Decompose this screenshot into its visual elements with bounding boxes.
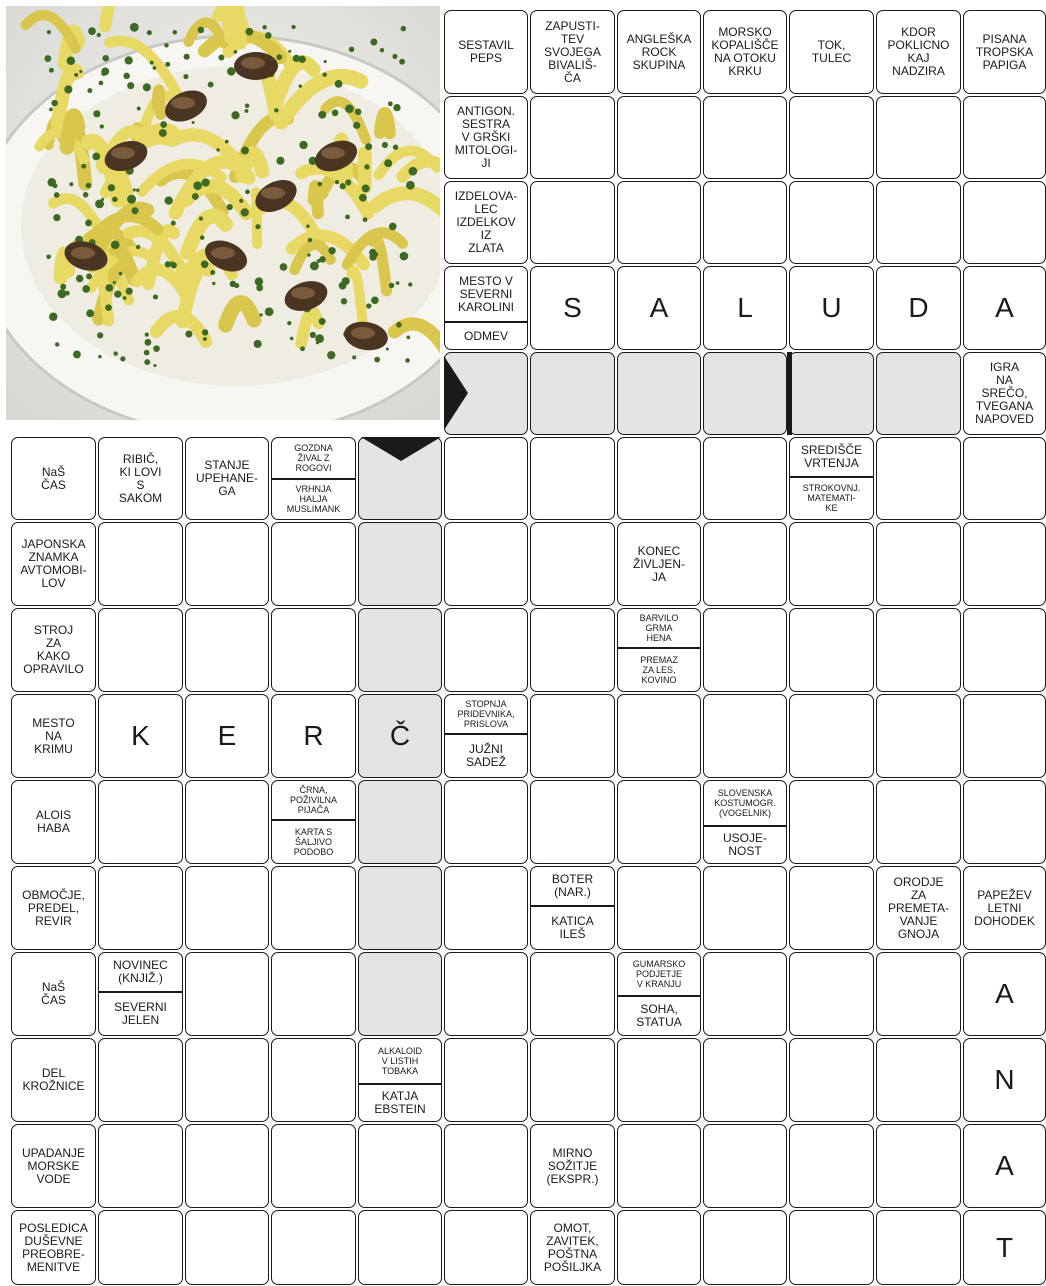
answer-cell[interactable] xyxy=(703,1210,787,1285)
clue-cell xyxy=(530,1210,615,1285)
answer-cell[interactable] xyxy=(617,1210,701,1285)
clue-text: GOZDNA ŽIVAL Z ROGOVI xyxy=(272,438,355,480)
answer-cell[interactable] xyxy=(185,1038,269,1122)
clue-text: ALKALOID V LISTIH TOBAKA xyxy=(359,1039,441,1085)
clue-cell xyxy=(789,437,874,520)
clue-text: BARVILO GRMA HENA xyxy=(618,609,700,649)
clue-cell xyxy=(11,952,96,1036)
clue-text: JAPONSKA ZNAMKA AVTOMOBI- LOV xyxy=(20,537,87,590)
clue-cell xyxy=(530,1124,615,1208)
answer-cell[interactable] xyxy=(876,522,961,606)
clue-text: SESTAVIL PEPS xyxy=(458,38,514,65)
answer-letter-cell[interactable]: R xyxy=(271,694,356,778)
answer-cell[interactable] xyxy=(876,952,961,1036)
answer-cell[interactable] xyxy=(876,1124,961,1208)
clue-cell xyxy=(358,1038,442,1122)
answer-cell[interactable] xyxy=(530,608,615,692)
answer-cell[interactable] xyxy=(703,1038,787,1122)
answer-cell[interactable] xyxy=(271,1124,356,1208)
clue-cell xyxy=(617,522,701,606)
answer-cell[interactable] xyxy=(271,1038,356,1122)
solution-cell[interactable] xyxy=(530,352,615,435)
answer-cell[interactable] xyxy=(789,694,874,778)
answer-cell[interactable] xyxy=(444,608,528,692)
clue-text: ALOIS HABA xyxy=(35,808,72,835)
answer-cell[interactable] xyxy=(876,1210,961,1285)
clue-text: IZDELOVA- LEC IZDELKOV IZ ZLATA xyxy=(454,189,518,255)
clue-cell xyxy=(703,10,787,94)
answer-letter-cell[interactable]: A xyxy=(963,266,1046,350)
answer-letter-cell[interactable]: Č xyxy=(358,694,442,778)
clue-text: KDOR POKLICNO KAJ NADZIRA xyxy=(887,25,950,78)
answer-cell[interactable] xyxy=(530,694,615,778)
answer-cell[interactable] xyxy=(444,780,528,864)
answer-cell[interactable] xyxy=(789,608,874,692)
answer-cell[interactable] xyxy=(876,96,961,179)
clue-text: KONEC ŽIVLJEN- JA xyxy=(632,543,685,584)
thick-divider xyxy=(787,352,792,435)
pasta-photo xyxy=(6,6,440,420)
answer-cell[interactable] xyxy=(271,866,356,950)
answer-cell[interactable] xyxy=(789,952,874,1036)
clue-cell xyxy=(444,10,528,94)
clue-text: OBMOČJE, PREDEL, REVIR xyxy=(22,887,85,928)
clue-cell xyxy=(11,1038,96,1122)
answer-cell[interactable] xyxy=(185,780,269,864)
clue-text: GUMARSKO PODJETJE V KRANJU xyxy=(618,953,700,997)
clue-text: ORODJE ZA PREMETA- VANJE GNOJA xyxy=(887,874,950,941)
answer-cell[interactable] xyxy=(617,437,701,520)
clue-cell xyxy=(617,608,701,692)
clue-text: DEL KROŽNICE xyxy=(22,1066,85,1093)
solution-cell[interactable] xyxy=(358,780,442,864)
clue-cell xyxy=(963,10,1046,94)
answer-cell[interactable] xyxy=(963,522,1046,606)
answer-cell[interactable] xyxy=(703,694,787,778)
clue-text: MIRNO SOŽITJE (EKSPR.) xyxy=(546,1145,599,1186)
clue-text: OMOT, ZAVITEK, POŠTNA POŠILJKA xyxy=(543,1220,602,1274)
answer-cell[interactable] xyxy=(530,780,615,864)
answer-letter-cell[interactable]: U xyxy=(789,266,874,350)
clue-text: TOK, TULEC xyxy=(811,38,852,65)
answer-cell[interactable] xyxy=(963,181,1046,264)
answer-cell[interactable] xyxy=(703,522,787,606)
answer-cell[interactable] xyxy=(617,1124,701,1208)
clue-text: SLOVENSKA KOSTUMOGR. (VOGELNIK) xyxy=(704,781,786,827)
solution-cell[interactable] xyxy=(703,352,787,435)
answer-cell[interactable] xyxy=(530,522,615,606)
answer-cell[interactable] xyxy=(185,522,269,606)
clue-text: ZAPUSTI- TEV SVOJEGA BIVALIŠ- ČA xyxy=(544,18,601,85)
answer-cell[interactable] xyxy=(703,608,787,692)
answer-cell[interactable] xyxy=(98,1124,183,1208)
clue-text: RIBIČ, KI LOVI S SAKOM xyxy=(118,451,163,505)
answer-cell[interactable] xyxy=(98,1210,183,1285)
clue-text: SOHA, STATUA xyxy=(636,1001,682,1029)
solution-cell[interactable] xyxy=(358,608,442,692)
answer-cell[interactable] xyxy=(876,1038,961,1122)
clue-text: BOTER (NAR.) xyxy=(531,867,614,907)
clue-text: MORSKO KOPALIŠČE NA OTOKU KRKU xyxy=(711,25,779,78)
clue-text: KATJA EBSTEIN xyxy=(374,1089,426,1116)
answer-cell[interactable] xyxy=(530,437,615,520)
arrow-down-icon xyxy=(361,437,441,461)
clue-text: ČRNA, POŽIVILNA PIJAČA xyxy=(272,781,355,821)
answer-cell[interactable] xyxy=(444,1038,528,1122)
answer-cell[interactable] xyxy=(271,1210,356,1285)
clue-cell xyxy=(963,866,1046,950)
answer-cell[interactable] xyxy=(963,780,1046,864)
answer-cell[interactable] xyxy=(789,522,874,606)
answer-letter-cell[interactable]: A xyxy=(963,952,1046,1036)
answer-cell[interactable] xyxy=(98,1038,183,1122)
solution-cell[interactable] xyxy=(876,352,961,435)
clue-text: ANTIGON. SESTRA V GRŠKI MITOLOGI- JI xyxy=(454,104,518,170)
clue-cell xyxy=(11,866,96,950)
answer-cell[interactable] xyxy=(789,1210,874,1285)
answer-cell[interactable] xyxy=(789,1038,874,1122)
clue-text: JUŽNI SADEŽ xyxy=(465,742,506,770)
clue-cell xyxy=(876,866,961,950)
answer-letter-cell[interactable]: N xyxy=(963,1038,1046,1122)
clue-cell xyxy=(444,181,528,264)
answer-letter-cell[interactable]: L xyxy=(703,266,787,350)
answer-cell[interactable] xyxy=(703,181,787,264)
answer-cell[interactable] xyxy=(876,437,961,520)
answer-cell[interactable] xyxy=(185,866,269,950)
clue-text: PISANA TROPSKA PAPIGA xyxy=(975,31,1034,72)
answer-cell[interactable] xyxy=(876,694,961,778)
clue-cell xyxy=(444,96,528,179)
answer-cell[interactable] xyxy=(98,866,183,950)
clue-cell xyxy=(11,694,96,778)
clue-text: MESTO NA KRIMU xyxy=(32,715,75,756)
solution-cell[interactable] xyxy=(789,352,874,435)
clue-cell xyxy=(11,1210,96,1285)
answer-cell[interactable] xyxy=(185,608,269,692)
clue-text: PAPEŽEV LETNI DOHODEK xyxy=(974,887,1035,928)
clue-cell xyxy=(444,694,528,778)
answer-letter-cell[interactable]: A xyxy=(963,1124,1046,1208)
answer-cell[interactable] xyxy=(963,694,1046,778)
clue-cell xyxy=(876,10,961,94)
arrow-right-icon xyxy=(444,356,468,430)
answer-cell[interactable] xyxy=(185,952,269,1036)
answer-letter-cell[interactable]: E xyxy=(185,694,269,778)
clue-cell xyxy=(703,780,787,864)
clue-cell xyxy=(98,437,183,520)
solution-cell[interactable] xyxy=(358,522,442,606)
clue-cell xyxy=(444,266,528,350)
clue-cell xyxy=(11,437,96,520)
clue-text: IGRA NA SREČO, TVEGANA NAPOVED xyxy=(975,360,1034,426)
answer-cell[interactable] xyxy=(876,780,961,864)
answer-cell[interactable] xyxy=(789,866,874,950)
clue-text: NaŠ ČAS xyxy=(41,464,66,492)
solution-cell[interactable] xyxy=(358,952,442,1036)
answer-cell[interactable] xyxy=(271,522,356,606)
clue-text: STROJ ZA KAKO OPRAVILO xyxy=(23,623,84,676)
answer-cell[interactable] xyxy=(617,96,701,179)
answer-cell[interactable] xyxy=(876,608,961,692)
answer-cell[interactable] xyxy=(444,437,528,520)
clue-text: SREDIŠČE VRTENJA xyxy=(790,438,873,478)
answer-letter-cell[interactable]: A xyxy=(617,266,701,350)
clue-text: USOJE- NOST xyxy=(722,831,767,858)
clue-cell xyxy=(617,10,701,94)
pasta-image xyxy=(6,6,440,420)
answer-cell[interactable] xyxy=(963,608,1046,692)
answer-cell[interactable] xyxy=(617,181,701,264)
solution-cell[interactable] xyxy=(617,352,701,435)
clue-cell xyxy=(98,952,183,1036)
clue-cell xyxy=(530,10,615,94)
clue-cell xyxy=(789,10,874,94)
clue-text: NOVINEC (KNJIŽ.) xyxy=(99,953,182,993)
answer-cell[interactable] xyxy=(789,780,874,864)
clue-text: VRHNJA HALJA MUSLIMANK xyxy=(286,484,341,515)
clue-text: MESTO V SEVERNI KAROLINI xyxy=(445,267,527,323)
clue-text: KATICA ILEŠ xyxy=(551,914,594,942)
clue-text: SEVERNI JELEN xyxy=(114,1000,167,1028)
answer-letter-cell[interactable]: K xyxy=(98,694,183,778)
clue-text: ODMEV xyxy=(463,328,508,343)
clue-cell xyxy=(530,866,615,950)
answer-cell[interactable] xyxy=(444,1124,528,1208)
clue-text: STOPNJA PRIDEVNIKA, PRISLOVA xyxy=(445,695,527,735)
clue-cell xyxy=(271,437,356,520)
clue-text: POSLEDICA DUŠEVNE PREOBRE- MENITVE xyxy=(19,1220,88,1274)
answer-cell[interactable] xyxy=(963,437,1046,520)
answer-cell[interactable] xyxy=(703,866,787,950)
answer-cell[interactable] xyxy=(271,608,356,692)
answer-cell[interactable] xyxy=(789,181,874,264)
answer-cell[interactable] xyxy=(530,1038,615,1122)
answer-cell[interactable] xyxy=(703,952,787,1036)
clue-cell xyxy=(963,352,1046,435)
answer-cell[interactable] xyxy=(789,96,874,179)
answer-cell[interactable] xyxy=(444,522,528,606)
answer-cell[interactable] xyxy=(185,1210,269,1285)
answer-cell[interactable] xyxy=(530,181,615,264)
answer-cell[interactable] xyxy=(703,96,787,179)
answer-cell[interactable] xyxy=(185,1124,269,1208)
answer-cell[interactable] xyxy=(617,866,701,950)
answer-letter-cell[interactable]: S xyxy=(530,266,615,350)
answer-cell[interactable] xyxy=(444,866,528,950)
clue-text: KARTA S ŠALJIVO PODOBO xyxy=(293,827,334,858)
clue-text: NaŠ ČAS xyxy=(41,980,66,1007)
answer-cell[interactable] xyxy=(98,780,183,864)
answer-cell[interactable] xyxy=(703,1124,787,1208)
clue-text: ANGLEŠKA ROCK SKUPINA xyxy=(626,31,692,72)
solution-cell[interactable] xyxy=(358,866,442,950)
answer-cell[interactable] xyxy=(963,96,1046,179)
clue-text: STROKOVNJ. MATEMATI- KE xyxy=(802,483,861,514)
clue-text: UPADANJE MORSKE VODE xyxy=(21,1145,86,1186)
answer-cell[interactable] xyxy=(617,1038,701,1122)
clue-cell xyxy=(185,437,269,520)
clue-text: PREMAZ ZA LES, KOVINO xyxy=(640,655,678,686)
clue-text: STANJE UPEHANE- GA xyxy=(195,458,258,498)
answer-cell[interactable] xyxy=(358,1124,442,1208)
clue-cell xyxy=(271,780,356,864)
answer-cell[interactable] xyxy=(530,952,615,1036)
answer-letter-cell[interactable]: D xyxy=(876,266,961,350)
clue-cell xyxy=(11,608,96,692)
answer-cell[interactable] xyxy=(444,952,528,1036)
answer-cell[interactable] xyxy=(98,608,183,692)
clue-cell xyxy=(11,1124,96,1208)
clue-cell xyxy=(11,780,96,864)
answer-cell[interactable] xyxy=(444,1210,528,1285)
answer-cell[interactable] xyxy=(617,780,701,864)
answer-cell[interactable] xyxy=(789,1124,874,1208)
answer-cell[interactable] xyxy=(876,181,961,264)
answer-cell[interactable] xyxy=(703,437,787,520)
answer-cell[interactable] xyxy=(530,96,615,179)
clue-cell xyxy=(11,522,96,606)
clue-cell xyxy=(617,952,701,1036)
answer-cell[interactable] xyxy=(271,952,356,1036)
answer-cell[interactable] xyxy=(358,1210,442,1285)
answer-letter-cell[interactable]: T xyxy=(963,1210,1046,1285)
answer-cell[interactable] xyxy=(98,522,183,606)
answer-cell[interactable] xyxy=(617,694,701,778)
